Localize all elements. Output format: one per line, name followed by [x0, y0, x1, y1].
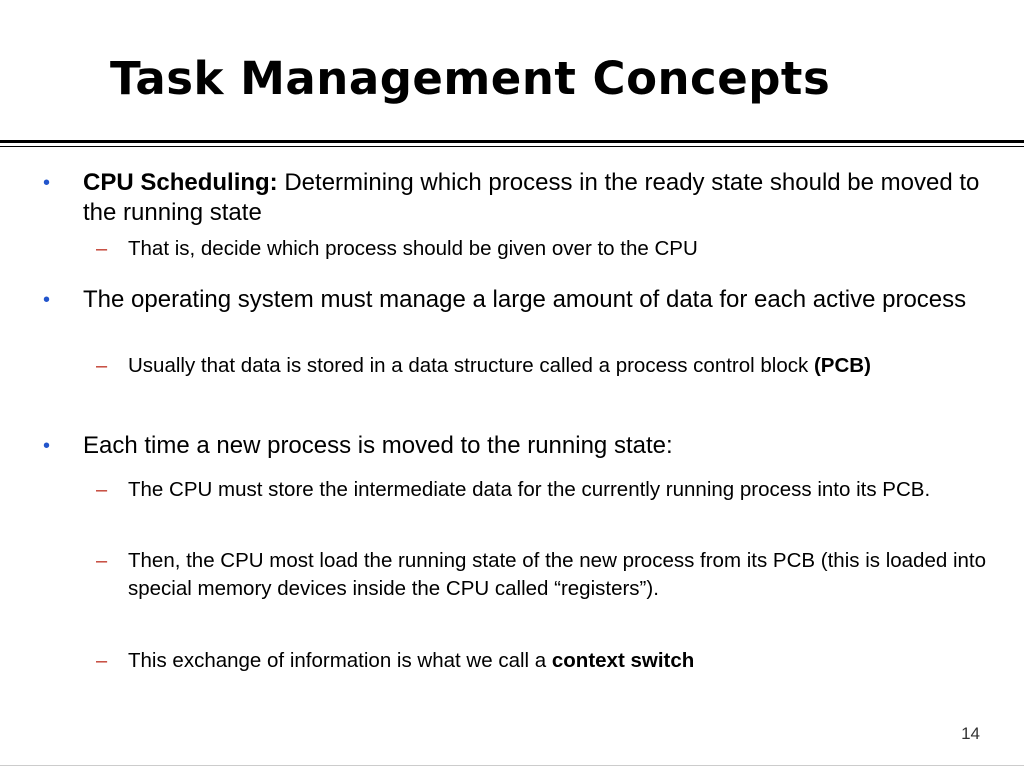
bottom-divider [0, 765, 1024, 766]
sub-bullet-icon: – [96, 238, 108, 260]
bullet-item [43, 168, 983, 228]
sub-bullet-icon: – [96, 355, 108, 377]
bullet-text: Determining which process in the ready state should be moved to the running state [83, 169, 980, 226]
bullet-bold-lead: CPU Scheduling: [83, 169, 278, 196]
page-number: 14 [961, 724, 980, 743]
sub-bullet-text: Then, the CPU most load the running state of the new process from its PCB (this is loaded into special memory devices inside the CPU called “registers”). [128, 549, 987, 600]
sub-bullet-item [96, 235, 998, 263]
sub-bullet-icon: – [96, 479, 108, 501]
bullet-icon: • [43, 435, 51, 457]
title-divider-thin [0, 146, 1024, 147]
slide-title: Task Management Concepts [110, 52, 831, 105]
sub-bullet-icon: – [96, 650, 108, 672]
bullet-text: Each time a new process is moved to the running state: [83, 432, 673, 459]
sub-bullet-text: That is, decide which process should be given over to the CPU [128, 237, 698, 260]
sub-bullet-item [96, 476, 998, 504]
sub-bullet-text: Usually that data is stored in a data structure called a process control block [128, 354, 814, 377]
sub-bullet-text: This exchange of information is what we call a [128, 649, 552, 672]
title-divider-thick [0, 140, 1024, 143]
bullet-item [43, 431, 983, 461]
sub-bullet-item [96, 547, 998, 603]
sub-bullet-item [96, 647, 998, 675]
sub-bullet-text: The CPU must store the intermediate data for the currently running process into its PCB. [128, 478, 931, 501]
sub-bullet-item [96, 352, 998, 380]
bullet-text: The operating system must manage a large amount of data for each active process [83, 286, 967, 313]
sub-bullet-bold-tail: context switch [551, 649, 695, 672]
bullet-icon: • [43, 289, 51, 311]
bullet-item [43, 285, 983, 315]
bullet-icon: • [43, 172, 51, 194]
sub-bullet-bold-tail: (PCB) [813, 354, 871, 377]
sub-bullet-icon: – [96, 550, 108, 572]
